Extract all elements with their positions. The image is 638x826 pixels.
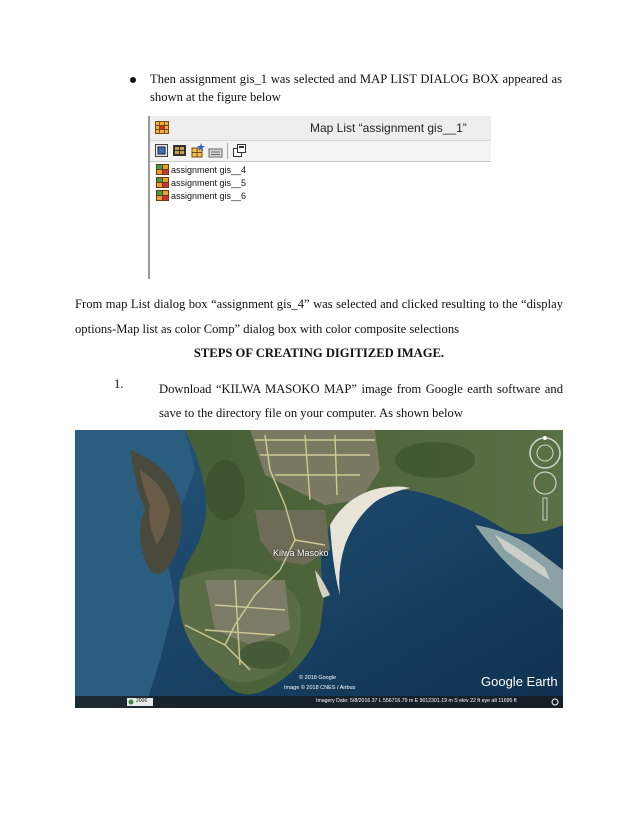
raster-map-icon (156, 177, 169, 188)
dialog-title-bar (150, 116, 491, 141)
section-heading: STEPS OF CREATING DIGITIZED IMAGE. (193, 346, 445, 360)
open-map-icon[interactable] (154, 143, 169, 158)
properties-icon[interactable] (208, 143, 223, 158)
dialog-title: Map List “assignment gis__1” (310, 121, 467, 135)
copy-icon[interactable] (232, 143, 247, 158)
dialog-toolbar (150, 141, 491, 162)
bullet-text: Then assignment gis_1 was selected and MAP LIST DIALOG BOX appeared as shown at the figure below (150, 72, 562, 104)
raster-map-icon (156, 164, 169, 175)
list-item-label: assignment gis__4 (171, 165, 247, 175)
new-map-list-icon[interactable] (190, 143, 205, 158)
app-grid-icon (155, 121, 169, 134)
copyright-google: © 2018 Google (299, 675, 337, 681)
list-item-label: assignment gis__6 (171, 191, 247, 201)
step-text: Download “KILWA MASOKO MAP” image from Google earth software and save to the directory file on your computer. As shown below (159, 382, 563, 420)
google-earth-logo: Google Earth (481, 674, 558, 689)
copyright-imagery: Image © 2018 CNES / Airbus (284, 685, 356, 691)
historical-year[interactable]: 2006 (136, 698, 148, 704)
map-list-dialog (148, 116, 491, 279)
raster-map-icon (156, 190, 169, 201)
satellite-imagery (75, 430, 563, 708)
google-earth-image (75, 430, 563, 708)
toolbar-separator (227, 143, 228, 159)
status-bar-text: Imagery Date: 5/8/2016 37 L 556716.79 m E 9012301.19 m S elev 22 ft eye alt 11695 ft (316, 698, 517, 704)
place-label: Kilwa Masoko (273, 548, 329, 558)
list-item-label: assignment gis__5 (171, 178, 247, 188)
body-paragraph: From map List dialog box “assignment gis_4” was selected and clicked resulting to the “display options-Map list as color Comp” dialog box with color composite selections (75, 297, 563, 336)
step-number: 1. (114, 377, 124, 391)
bullet-point (130, 77, 136, 83)
display-film-icon[interactable] (172, 143, 187, 158)
